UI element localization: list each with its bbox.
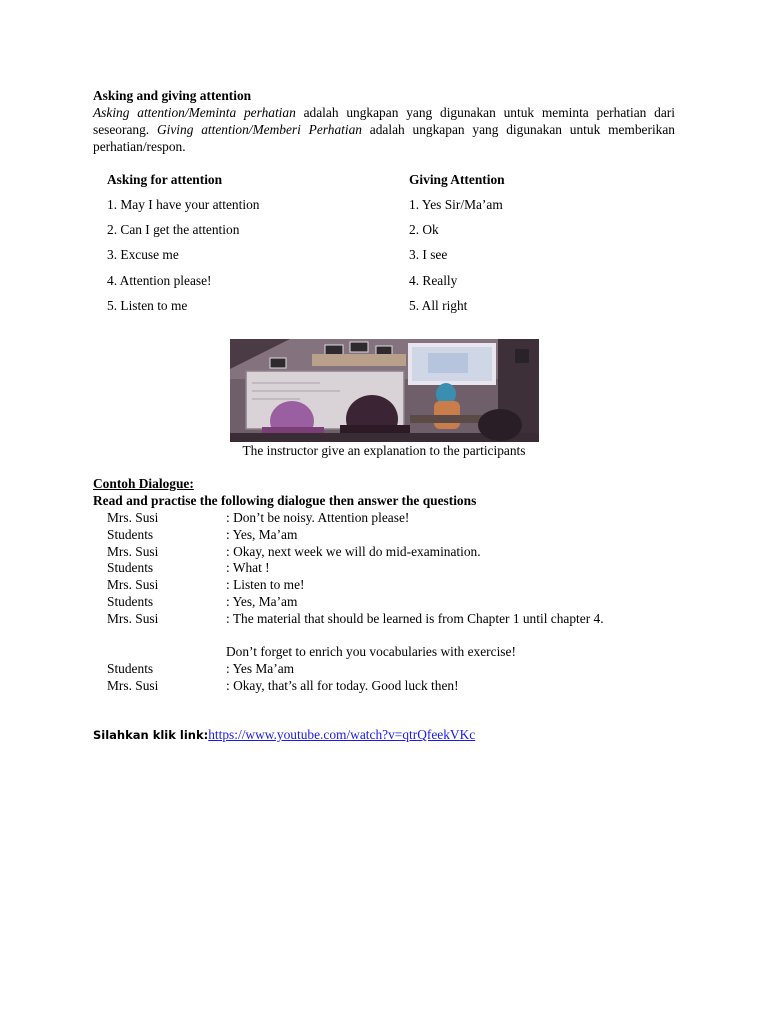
dialogue-speaker: Students <box>107 593 154 609</box>
intro-desc-asking: adalah ungkapan yang digunakan untuk meminta perhatian dari seseorang. <box>93 105 675 137</box>
dialogue-text: : The material that should be learned is from Chapter 1 until chapter 4. <box>226 610 604 626</box>
dialogue-text: Don’t forget to enrich you vocabularies with exercise! <box>226 644 516 660</box>
intro-term-giving: Giving attention/Memberi Perhatian <box>156 122 362 137</box>
intro-desc-giving: adalah ungkapan yang digunakan untuk memberikan perhatian/respon. <box>93 122 676 154</box>
photo-caption: The instructor give an explanation to the participants <box>242 443 526 458</box>
giving-item: 4. Really <box>409 272 458 288</box>
dialogue-speaker: Mrs. Susi <box>107 510 159 525</box>
giving-column <box>409 171 505 322</box>
youtube-link[interactable]: https://www.youtube.com/watch?v=qtrQfeekVKc <box>208 727 476 742</box>
asking-item: 5. Listen to me <box>107 297 188 313</box>
dialogue-speaker: Students <box>107 560 154 576</box>
classroom-photo <box>230 339 539 442</box>
link-line <box>93 727 475 743</box>
giving-item: 1. Yes Sir/Ma’am <box>409 197 503 212</box>
dialogue-text: : Okay, next week we will do mid-examination. <box>226 543 481 559</box>
dialogue-text: : Yes Ma’am <box>226 661 295 677</box>
dialogue-speaker: Mrs. Susi <box>107 610 159 626</box>
dialogue-text: : What ! <box>226 560 270 576</box>
section-title: Asking and giving attention <box>93 88 252 103</box>
dialogue-instruction: Read and practise the following dialogue then answer the questions <box>93 493 477 508</box>
giving-item: 5. All right <box>409 297 468 313</box>
link-label: Silahkan klik link: <box>93 728 209 742</box>
giving-item: 2. Ok <box>409 222 439 238</box>
dialogue-text: : Okay, that’s all for today. Good luck then! <box>226 677 459 693</box>
dialogue-text: : Yes, Ma’am <box>226 526 298 542</box>
dialogue-text: : Yes, Ma’am <box>226 593 298 609</box>
giving-heading: Giving Attention <box>409 172 505 187</box>
contoh-dialogue-heading: Contoh Dialogue: <box>93 476 194 491</box>
intro-paragraph <box>93 104 675 155</box>
dialogue-speaker: Mrs. Susi <box>107 543 159 559</box>
giving-item: 3. I see <box>409 247 448 263</box>
dialogue-text: : Listen to me! <box>226 577 305 593</box>
asking-heading: Asking for attention <box>107 172 223 187</box>
asking-item: 1. May I have your attention <box>107 197 260 212</box>
asking-column <box>107 171 259 322</box>
asking-item: 2. Can I get the attention <box>107 222 240 238</box>
dialogue-text: : Don’t be noisy. Attention please! <box>226 510 410 525</box>
dialogue-speaker: Mrs. Susi <box>107 677 159 693</box>
asking-item: 4. Attention please! <box>107 272 212 288</box>
dialogue-speaker: Students <box>107 526 154 542</box>
dialogue-speaker: Mrs. Susi <box>107 577 159 593</box>
asking-item: 3. Excuse me <box>107 247 179 263</box>
intro-term-asking: Asking attention/Meminta perhatian <box>93 105 296 120</box>
dialogue-speaker: Students <box>107 661 154 677</box>
